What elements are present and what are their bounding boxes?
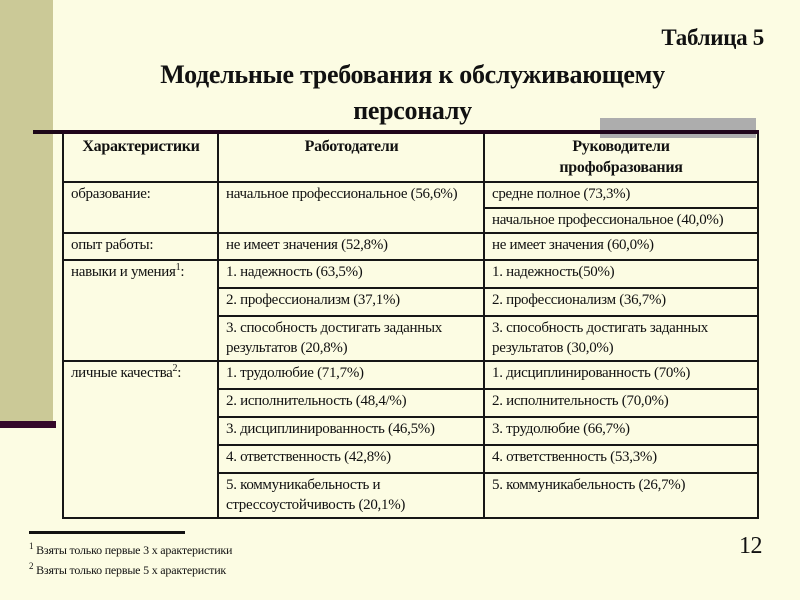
table-label: Таблица 5 bbox=[661, 25, 764, 50]
characteristic-label: образование: bbox=[71, 186, 151, 202]
employers-cell: 2. исполнительность (48,4/%) bbox=[218, 389, 484, 417]
employers-cell: 1. надежность (63,5%) bbox=[218, 260, 484, 288]
employers-cell: 2. профессионализм (37,1%) bbox=[218, 288, 484, 316]
table-top-rule-extension bbox=[33, 130, 63, 134]
heads-cell: 2. профессионализм (36,7%) bbox=[484, 288, 758, 316]
footnote-2-text: Взяты только первые 5 х арактеристик bbox=[36, 562, 227, 577]
characteristic-footnote-ref: 2 bbox=[172, 363, 178, 374]
heads-cell: начальное профессиональное (40,0%) bbox=[484, 208, 758, 234]
table-row bbox=[63, 182, 758, 208]
heads-cell: 1. надежность(50%) bbox=[484, 260, 758, 288]
heads-cell: 2. исполнительность (70,0%) bbox=[484, 389, 758, 417]
table-row bbox=[63, 361, 758, 389]
requirements-table bbox=[62, 130, 759, 519]
employers-cell: 4. ответственность (42,8%) bbox=[218, 445, 484, 473]
table-header-row bbox=[63, 132, 758, 182]
characteristic-suffix: : bbox=[180, 264, 185, 280]
table-row bbox=[63, 233, 758, 260]
heads-cell: средне полное (73,3%) bbox=[484, 182, 758, 208]
heads-cell: 4. ответственность (53,3%) bbox=[484, 445, 758, 473]
employers-cell: не имеет значения (52,8%) bbox=[218, 233, 484, 260]
slide-title-line2: персоналу bbox=[353, 96, 472, 126]
characteristic-label: личные качества bbox=[71, 365, 173, 381]
heads-cell: не имеет значения (60,0%) bbox=[484, 233, 758, 260]
header-employers: Работодатели bbox=[218, 132, 484, 182]
characteristic-cell bbox=[63, 361, 218, 518]
footnote-1-marker: 1 bbox=[29, 541, 34, 551]
employers-cell: 3. дисциплинированность (46,5%) bbox=[218, 417, 484, 445]
employers-cell: 3. способность достигать заданных результатов (20,8%) bbox=[218, 316, 484, 361]
characteristic-cell bbox=[63, 233, 218, 260]
footnote-2 bbox=[29, 560, 232, 580]
footnote-1 bbox=[29, 540, 232, 560]
employers-cell: 1. трудолюбие (71,7%) bbox=[218, 361, 484, 389]
footnote-2-marker: 2 bbox=[29, 560, 34, 571]
employers-cell: 5. коммуникабельность и стрессоустойчивость (20,1%) bbox=[218, 473, 484, 518]
characteristic-label: опыт работы: bbox=[71, 237, 154, 253]
heads-cell: 3. трудолюбие (66,7%) bbox=[484, 417, 758, 445]
footnote-separator bbox=[29, 531, 185, 534]
employers-cell: начальное профессиональное (56,6%) bbox=[218, 182, 484, 233]
heads-cell: 5. коммуникабельность (26,7%) bbox=[484, 473, 758, 518]
page-number: 12 bbox=[739, 533, 762, 559]
footnotes bbox=[29, 540, 232, 579]
left-accent-band bbox=[0, 0, 53, 421]
characteristic-cell bbox=[63, 182, 218, 233]
slide-title-line1: Модельные требования к обслуживающему bbox=[160, 60, 665, 89]
header-heads-of-vocational-education: Руководители профобразования bbox=[484, 132, 758, 182]
slide-title bbox=[60, 57, 765, 130]
characteristic-footnote-ref: 1 bbox=[175, 262, 181, 273]
characteristic-label: навыки и умения bbox=[71, 264, 176, 280]
footnote-1-text: Взяты только первые 3 х арактеристики bbox=[36, 543, 233, 557]
characteristic-cell bbox=[63, 260, 218, 361]
left-accent-underline bbox=[0, 421, 56, 428]
header-characteristics: Характеристики bbox=[63, 132, 218, 182]
characteristic-suffix: : bbox=[177, 365, 182, 381]
heads-cell: 3. способность достигать заданных результатов (30,0%) bbox=[484, 316, 758, 361]
heads-cell: 1. дисциплинированность (70%) bbox=[484, 361, 758, 389]
table-row bbox=[63, 260, 758, 288]
